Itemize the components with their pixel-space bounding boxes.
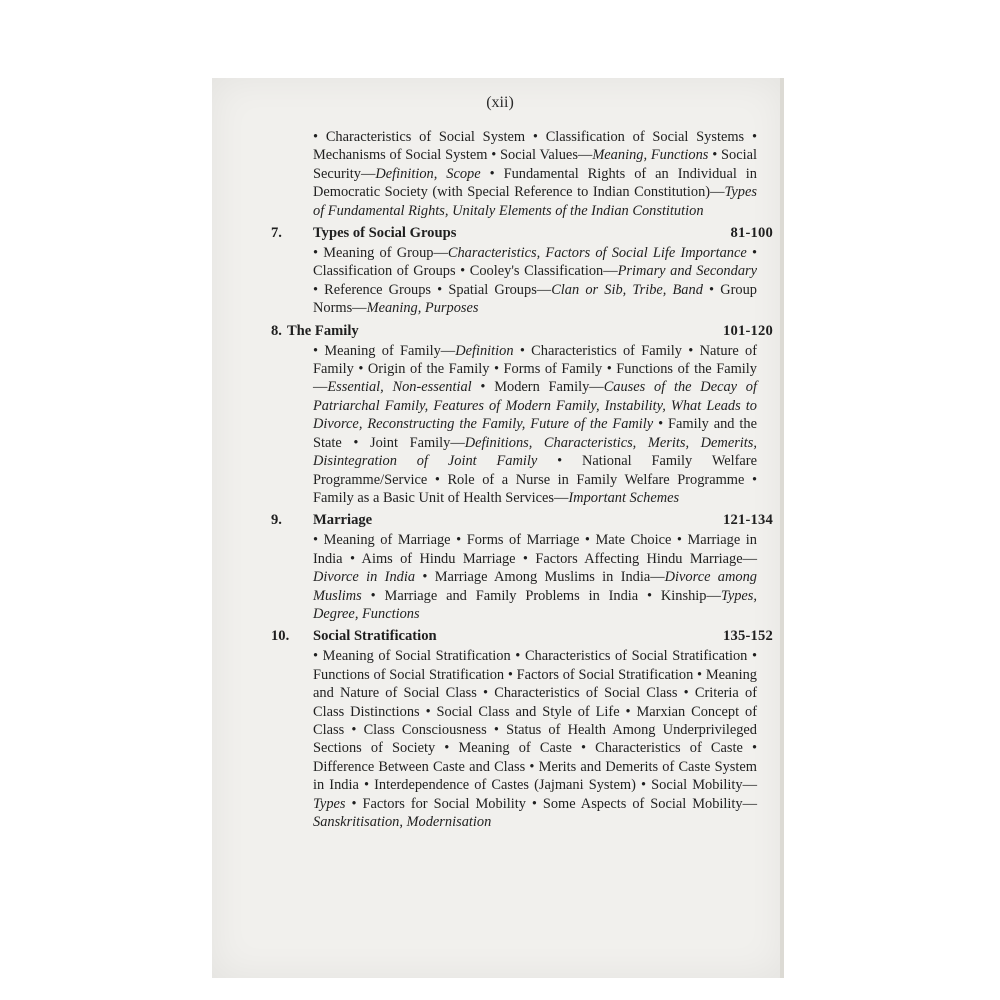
text-run: • Marriage Among Muslims in India— — [415, 569, 665, 586]
italic-run: Essential, Non-essential — [327, 379, 472, 396]
chapter-title: Marriage — [313, 512, 373, 529]
italic-run: Clan or Sib, Tribe, Band — [551, 281, 703, 298]
chapter-heading — [271, 626, 773, 646]
continued-contents — [313, 128, 757, 220]
text-run: • Meaning of Family— — [313, 342, 456, 359]
text-run: • Meaning of Marriage • Forms of Marriage • Mate Choice • Marriage in India • Aims of Hindu Marriage • Factors Affecting Hindu Marriage— — [313, 532, 757, 567]
table-of-contents — [271, 128, 773, 831]
chapter-number: 9. — [271, 512, 282, 529]
chapter-pages: 135-152 — [722, 628, 773, 645]
chapter-pages: 81-100 — [730, 225, 773, 242]
italic-run: Characteristics, Factors of Social Life Importance — [447, 245, 747, 262]
italic-run: Causes of the Decay of Patriarchal Family, Features of Modern Family, Instability, What Leads to Divorce, Reconstructing the Family, Future of the Family — [313, 379, 757, 433]
italic-run: Types of Fundamental Rights, Unitaly Elements of the Indian Constitution — [313, 184, 757, 219]
italic-run: Divorce among Muslims — [313, 569, 757, 604]
italic-run: Types, Degree, Functions — [313, 587, 757, 622]
text-run: • Meaning of Group— — [313, 245, 448, 262]
italic-run: Important Schemes — [568, 489, 680, 506]
text-run: • Marriage and Family Problems in India • Kinship— — [361, 587, 721, 604]
italic-run: Meaning, Functions — [592, 147, 709, 164]
chapter-7 — [271, 223, 773, 318]
text-run: • Factors for Social Mobility • Some Aspects of Social Mobility— — [345, 795, 757, 812]
chapter-pages: 101-120 — [722, 322, 773, 339]
text-run: • Social Security— — [313, 147, 758, 182]
italic-run: Divorce in India — [313, 569, 416, 586]
text-run: • Family and the State • Joint Family— — [313, 416, 757, 451]
chapter-8 — [271, 321, 773, 508]
chapter-contents — [313, 647, 757, 831]
chapter-9 — [271, 510, 773, 623]
chapter-10 — [271, 626, 773, 831]
chapter-number: 10. — [271, 628, 290, 645]
italic-run: Sanskritisation, Modernisation — [313, 814, 492, 830]
chapter-heading — [271, 510, 773, 530]
text-run: • Group Norms— — [313, 281, 757, 317]
chapter-heading — [271, 321, 773, 341]
text-run: • National Family Welfare Programme/Service • Role of a Nurse in Family Welfare Programme • Family as a Basic Unit of Health Services— — [313, 453, 757, 506]
chapter-pages: 121-134 — [722, 512, 773, 529]
page-edge — [780, 78, 784, 978]
chapter-title: The Family — [286, 322, 359, 339]
italic-run: Primary and Secondary — [617, 263, 758, 280]
italic-run: Meaning, Purposes — [366, 300, 479, 317]
chapter-number: 8. — [271, 322, 282, 339]
text-run: • Characteristics of Social System • Classification of Social Systems • Mechanisms of Social System • Social Values— — [313, 129, 757, 164]
italic-run: Definition — [455, 342, 514, 359]
chapter-contents — [313, 531, 757, 623]
text-run: • Characteristics of Family • Nature of Family • Origin of the Family • Forms of Family • Functions of the Family— — [313, 342, 758, 396]
text-run: • Meaning of Social Stratification • Characteristics of Social Stratification • Functions of Social Stratification • Factors of Social Stratification • Meaning and Nature of Social Class • Characteristics of Social Class • Criteria of Class Distinctions • Social Class and Style of Life • Marxian Concept of Class • Class Consciousness • Status of Health Among Underprivileged Sections of Society • Meaning of Caste • Characteristics of Caste • Difference Between Caste and Class • Merits and Demerits of Caste System in India • Interdependence of Castes (Jajmani System) • Social Mobility— — [313, 648, 757, 794]
text-run: • Classification of Groups • Cooley's Classification— — [313, 245, 757, 280]
chapter-contents — [313, 244, 757, 318]
italic-run: Types — [313, 795, 346, 812]
chapter-number: 7. — [271, 225, 282, 242]
chapter-heading — [271, 223, 773, 243]
italic-run: Definition, Scope — [375, 165, 481, 182]
chapter-title: Social Stratification — [313, 628, 437, 645]
italic-run: Definitions, Characteristics, Merits, Demerits, Disintegration of Joint Family — [313, 434, 757, 470]
chapter-title: Types of Social Groups — [313, 225, 457, 242]
text-run: • Reference Groups • Spatial Groups— — [313, 281, 552, 298]
text-run: • Fundamental Rights of an Individual in Democratic Society (with Special Reference to Indian Constitution)— — [313, 165, 758, 201]
text-run: • Modern Family— — [471, 379, 604, 396]
chapter-contents — [313, 342, 757, 508]
page-folio: (xii) — [486, 94, 514, 111]
